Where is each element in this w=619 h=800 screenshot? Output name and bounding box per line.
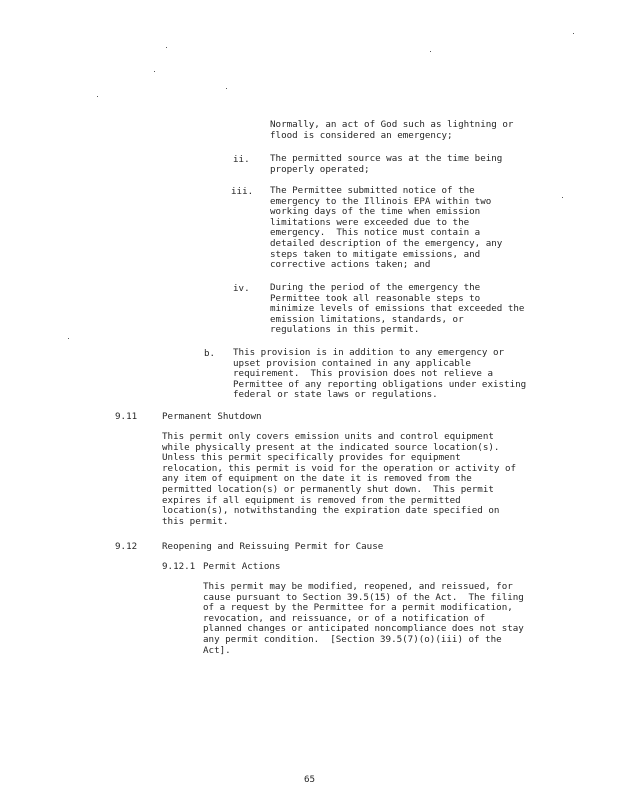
list-marker-b: b. [204,348,216,359]
scan-speck [573,33,574,34]
scan-speck [97,96,98,97]
subsection-number-9-12-1: 9.12.1 [162,561,196,572]
subsection-body-9-12-1: This permit may be modified, reopened, and reissued, for cause pursuant to Section 39.5(15) of the Act. The filing of a request by the Permittee for a permit modification, revocation, and reissuance, or of a notification of planned changes or anticipated noncompliance does not stay any permit condition. [Section 39.5(7)(o)(iii) of the Act]. [203,581,524,656]
list-marker-ii: ii. [233,154,250,165]
page-number: 65 [303,774,316,785]
list-item-iii: The Permittee submitted notice of the emergency to the Illinois EPA within two working days of the time when emission limitations were exceeded due to the emergency. This notice must contain a detailed description of the emergency, any steps taken to mitigate emissions, and corrective actions taken; and [270,185,503,271]
list-marker-iii: iii. [231,186,254,197]
list-marker-iv: iv. [233,283,250,294]
scan-speck [430,51,431,52]
scan-speck [562,197,563,198]
list-item-ii: The permitted source was at the time being properly operated; [270,153,503,175]
scan-speck [68,338,69,339]
section-number-9-12: 9.12 [115,541,138,552]
section-title-9-12: Reopening and Reissuing Permit for Cause [162,541,384,552]
scan-speck [166,47,167,48]
section-body-9-11: This permit only covers emission units and control equipment while physically present at the indicated source location(s). Unless this permit specifically provides for equipment relocation, this permit is void for the operation or activity of any item of equipment on the date it is removed from the permitted location(s) or permanently shut down. This permit expires if all equipment is removed from the permitted location(s), notwithstanding the expiration date specified on this permit. [162,431,517,527]
scan-speck [154,71,155,72]
list-item-b: This provision is in addition to any emergency or upset provision contained in any applicable requirement. This provision does not relieve a Permittee of any reporting obligations under existing federal or state laws or regulations. [233,347,527,401]
continuation-paragraph: Normally, an act of God such as lightning or flood is considered an emergency; [270,119,514,141]
scan-speck [226,88,227,89]
subsection-title-9-12-1: Permit Actions [203,561,281,572]
list-item-iv: During the period of the emergency the Permittee took all reasonable steps to minimize levels of emissions that exceeded the emission limitations, standards, or regulations in this permit. [270,282,525,336]
section-number-9-11: 9.11 [115,411,138,422]
section-title-9-11: Permanent Shutdown [162,411,262,422]
